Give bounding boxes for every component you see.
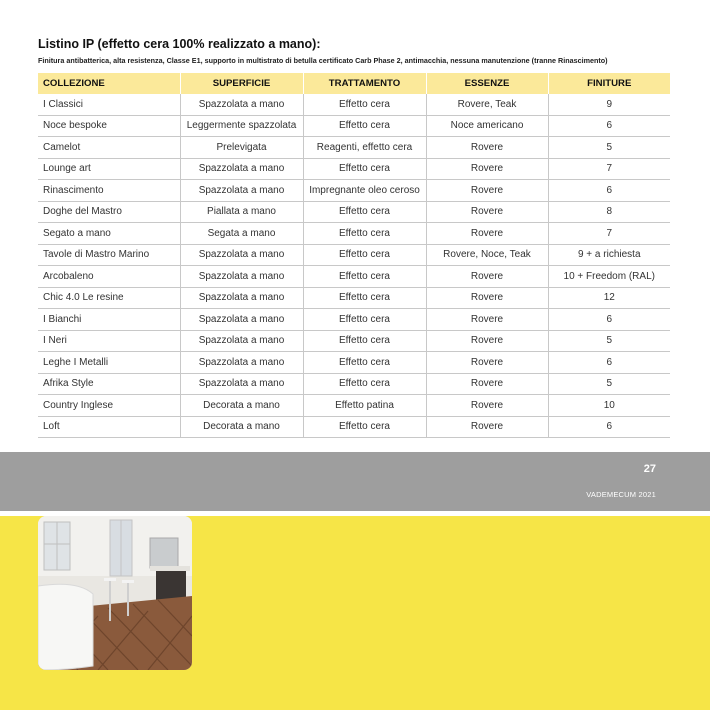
cell-finiture: 7: [548, 223, 670, 245]
cell-superficie: Spazzolata a mano: [180, 244, 303, 266]
cell-superficie: Spazzolata a mano: [180, 330, 303, 352]
price-list-table: [38, 73, 670, 438]
cell-superficie: Decorata a mano: [180, 395, 303, 417]
cell-trattamento: Effetto cera: [303, 287, 426, 309]
header-finiture: FINITURE: [548, 73, 670, 94]
cell-essenze: Rovere, Noce, Teak: [426, 244, 548, 266]
cell-finiture: 10: [548, 395, 670, 417]
cell-trattamento: Impregnante oleo ceroso: [303, 180, 426, 202]
cell-trattamento: Effetto cera: [303, 352, 426, 374]
cell-trattamento: Effetto cera: [303, 266, 426, 288]
cell-finiture: 5: [548, 137, 670, 159]
cell-essenze: Rovere: [426, 287, 548, 309]
cell-trattamento: Reagenti, effetto cera: [303, 137, 426, 159]
cell-finiture: 6: [548, 352, 670, 374]
cell-essenze: Noce americano: [426, 115, 548, 137]
page-subtitle: Finitura antibatterica, alta resistenza, Classe E1, supporto in multistrato di betulla certificato Carb Phase 2, antimacchia, nessuna manutenzione (tranne Rinascimento): [38, 56, 608, 65]
cell-superficie: Spazzolata a mano: [180, 373, 303, 395]
cell-superficie: Segata a mano: [180, 223, 303, 245]
cell-collezione: Lounge art: [38, 158, 180, 180]
table-row: [38, 137, 670, 159]
cell-collezione: Segato a mano: [38, 223, 180, 245]
cell-finiture: 5: [548, 373, 670, 395]
cell-collezione: Leghe I Metalli: [38, 352, 180, 374]
cell-essenze: Rovere: [426, 395, 548, 417]
cell-essenze: Rovere: [426, 201, 548, 223]
cell-trattamento: Effetto patina: [303, 395, 426, 417]
table-row: [38, 201, 670, 223]
cell-finiture: 6: [548, 115, 670, 137]
table-row: [38, 395, 670, 417]
cell-trattamento: Effetto cera: [303, 244, 426, 266]
cell-finiture: 7: [548, 158, 670, 180]
yellow-panel: [0, 516, 710, 710]
cell-essenze: Rovere: [426, 223, 548, 245]
cell-superficie: Spazzolata a mano: [180, 266, 303, 288]
table-row: [38, 94, 670, 115]
cell-finiture: 9: [548, 94, 670, 115]
cell-finiture: 8: [548, 201, 670, 223]
cell-collezione: I Bianchi: [38, 309, 180, 331]
cell-superficie: Spazzolata a mano: [180, 309, 303, 331]
table-row: [38, 330, 670, 352]
cell-finiture: 5: [548, 330, 670, 352]
header-superficie: SUPERFICIE: [180, 73, 303, 94]
cell-essenze: Rovere, Teak: [426, 94, 548, 115]
cell-collezione: I Neri: [38, 330, 180, 352]
interior-photo-icon: [38, 516, 192, 670]
cell-superficie: Spazzolata a mano: [180, 287, 303, 309]
cell-finiture: 6: [548, 309, 670, 331]
table-body: [38, 94, 670, 438]
cell-collezione: Chic 4.0 Le resine: [38, 287, 180, 309]
cell-collezione: Rinascimento: [38, 180, 180, 202]
cell-essenze: Rovere: [426, 416, 548, 438]
cell-collezione: Loft: [38, 416, 180, 438]
table-row: [38, 266, 670, 288]
cell-finiture: 6: [548, 416, 670, 438]
cell-trattamento: Effetto cera: [303, 201, 426, 223]
page-number: 27: [643, 463, 656, 475]
cell-trattamento: Effetto cera: [303, 309, 426, 331]
cell-essenze: Rovere: [426, 330, 548, 352]
cell-trattamento: Effetto cera: [303, 223, 426, 245]
cell-superficie: Leggermente spazzolata: [180, 115, 303, 137]
header-essenze: ESSENZE: [426, 73, 548, 94]
cell-essenze: Rovere: [426, 352, 548, 374]
cell-essenze: Rovere: [426, 158, 548, 180]
cell-superficie: Spazzolata a mano: [180, 158, 303, 180]
cell-collezione: Camelot: [38, 137, 180, 159]
header-trattamento: TRATTAMENTO: [303, 73, 426, 94]
cell-collezione: I Classici: [38, 94, 180, 115]
footer-label: VADEMECUM 2021: [586, 490, 656, 499]
table-row: [38, 416, 670, 438]
cell-collezione: Afrika Style: [38, 373, 180, 395]
cell-essenze: Rovere: [426, 180, 548, 202]
table-row: [38, 223, 670, 245]
cell-collezione: Tavole di Mastro Marino: [38, 244, 180, 266]
cell-superficie: Piallata a mano: [180, 201, 303, 223]
cell-superficie: Prelevigata: [180, 137, 303, 159]
cell-essenze: Rovere: [426, 373, 548, 395]
cell-essenze: Rovere: [426, 137, 548, 159]
page-title: Listino IP (effetto cera 100% realizzato a mano):: [38, 37, 321, 51]
cell-essenze: Rovere: [426, 309, 548, 331]
table-header-row: [38, 73, 670, 94]
cell-collezione: Noce bespoke: [38, 115, 180, 137]
cell-superficie: Spazzolata a mano: [180, 94, 303, 115]
table-row: [38, 244, 670, 266]
cell-trattamento: Effetto cera: [303, 94, 426, 115]
table-row: [38, 373, 670, 395]
table-row: [38, 180, 670, 202]
cell-trattamento: Effetto cera: [303, 115, 426, 137]
cell-finiture: 12: [548, 287, 670, 309]
cell-finiture: 9 + a richiesta: [548, 244, 670, 266]
footer-band: [0, 452, 710, 511]
cell-superficie: Spazzolata a mano: [180, 352, 303, 374]
table-row: [38, 309, 670, 331]
cell-trattamento: Effetto cera: [303, 330, 426, 352]
cell-finiture: 6: [548, 180, 670, 202]
cell-finiture: 10 + Freedom (RAL): [548, 266, 670, 288]
table-row: [38, 352, 670, 374]
table-row: [38, 158, 670, 180]
cell-superficie: Decorata a mano: [180, 416, 303, 438]
header-collezione: COLLEZIONE: [38, 73, 180, 94]
cell-trattamento: Effetto cera: [303, 416, 426, 438]
cell-collezione: Doghe del Mastro: [38, 201, 180, 223]
cell-essenze: Rovere: [426, 266, 548, 288]
table-row: [38, 287, 670, 309]
cell-trattamento: Effetto cera: [303, 158, 426, 180]
cell-collezione: Arcobaleno: [38, 266, 180, 288]
cell-trattamento: Effetto cera: [303, 373, 426, 395]
cell-collezione: Country Inglese: [38, 395, 180, 417]
cell-superficie: Spazzolata a mano: [180, 180, 303, 202]
table-row: [38, 115, 670, 137]
